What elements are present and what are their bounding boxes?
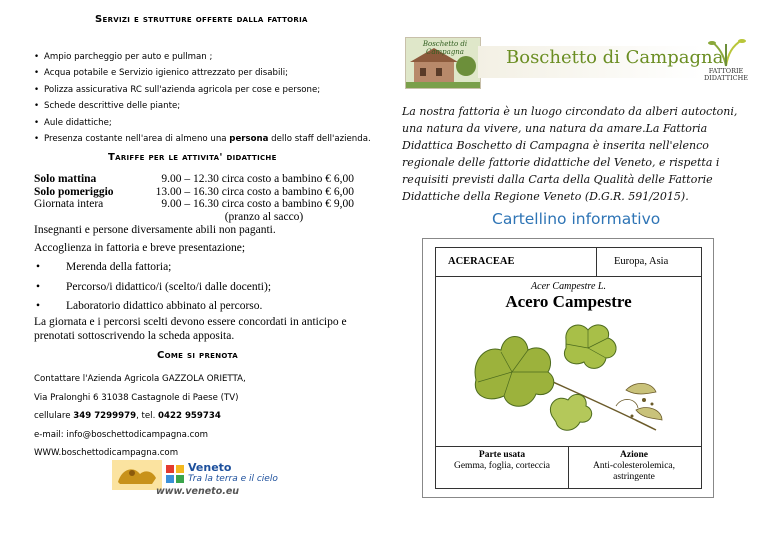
veneto-logo-name: Veneto	[188, 461, 232, 474]
tariff-note: (pranzo al sacco)	[224, 210, 304, 223]
fattorie-line-1: FATTORIE	[708, 67, 744, 75]
info-card	[422, 238, 714, 498]
list-item: • Acqua potabile e Servizio igienico attrezzato per disabili;	[34, 68, 289, 79]
action-cell: Azione Anti-colesterolemica, astringente	[592, 450, 676, 482]
list-item: • Schede descrittive delle piante;	[34, 101, 181, 112]
veneto-logo-url: www.veneto.eu	[156, 486, 240, 497]
plant-common-name: Acero Campestre	[505, 292, 632, 311]
list-item: • Laboratorio didattico abbinato al percorso.	[36, 300, 263, 312]
veneto-logo	[112, 460, 278, 496]
program-intro: Accoglienza in fattoria e breve presentazione;	[34, 242, 246, 254]
plant-latin-name: Acer Campestre L.	[531, 281, 606, 292]
contact-address: Via Pralonghi 6 31038 Castagnole di Paese (TV)	[34, 392, 239, 403]
veneto-logo-tagline: Tra la terra e il cielo	[188, 474, 278, 484]
tariffs-table	[34, 173, 354, 223]
tariffs-heading: Tariffe per le attivita' didattiche	[108, 152, 277, 163]
program-closing-2: prenotati sottoscrivendo la scheda apposita.	[34, 330, 235, 342]
fattorie-didattiche-logo	[702, 38, 750, 84]
contact-phones: cellulare 349 7299979, tel. 0422 959734	[34, 411, 221, 421]
list-item: • Presenza costante nell'area di almeno una persona dello staff dell'azienda.	[34, 133, 371, 144]
list-item: • Aule didattiche;	[34, 117, 112, 128]
tariff-row: Solo pomeriggio 13.00 – 16.30 circa costo a bambino € 6,00	[34, 185, 354, 198]
tariff-row: Solo mattina 9.00 – 12.30 circa costo a bambino € 6,00	[34, 173, 354, 185]
card-title: Cartellino informativo	[492, 210, 661, 228]
list-item: • Percorso/i didattico/i (scelto/i dalle docenti);	[36, 280, 272, 293]
contact-company: Contattare l'Azienda Agricola GAZZOLA ORIETTA,	[34, 374, 246, 384]
list-item: • Merenda della fattoria;	[36, 261, 172, 273]
program-closing-1: La giornata e i percorsi scelti devono essere concordati in anticipo e	[34, 316, 347, 328]
program-list	[34, 258, 271, 317]
list-item: • Polizza assicurativa RC sull'azienda agricola per cose e persone;	[34, 84, 321, 95]
list-item: • Ampio parcheggio per auto e pullman ;	[34, 52, 213, 62]
services-list	[34, 49, 384, 147]
maple-leaf-illustration	[456, 320, 686, 442]
farm-photo-logo	[405, 37, 481, 89]
plant-origin: Europa, Asia	[614, 256, 669, 267]
tariff-row: Giornata intera 9.00 – 16.30 circa costo a bambino € 9,00	[34, 198, 354, 211]
contact-email[interactable]: e-mail: info@boschettodicampagna.com	[34, 429, 208, 440]
brand-name: Boschetto di Campagna	[506, 47, 724, 68]
contact-block	[34, 370, 246, 463]
small-logo-text: Boschetto di Campagna	[422, 40, 468, 56]
fattorie-line-2: DIDATTICHE	[703, 74, 749, 82]
free-entry-text: Insegnanti e persone diversamente abili non paganti.	[34, 224, 276, 236]
plant-family: ACERACEAE	[448, 256, 515, 267]
info-card-frame	[435, 247, 702, 489]
intro-paragraph: La nostra fattoria è un luogo circondato da alberi autoctoni, una natura da vivere, una natura da amare.La Fattoria Didattica Boschetto di Campagna è inserita nell'elenco regionale delle fattorie didattiche del Veneto, e rispetta i requisiti previsti dalla Carta della Qualità delle Fattorie Didattiche della Regione Veneto (D.G.R. 591/2015).	[402, 105, 738, 203]
part-used-cell: Parte usata Gemma, foglia, corteccia	[453, 450, 550, 471]
booking-heading: Come si prenota	[157, 350, 238, 361]
contact-website[interactable]: WWW.boschettodicampagna.com	[34, 448, 179, 458]
services-heading: Servizi e strutture offerte dalla fattoria	[95, 14, 308, 25]
